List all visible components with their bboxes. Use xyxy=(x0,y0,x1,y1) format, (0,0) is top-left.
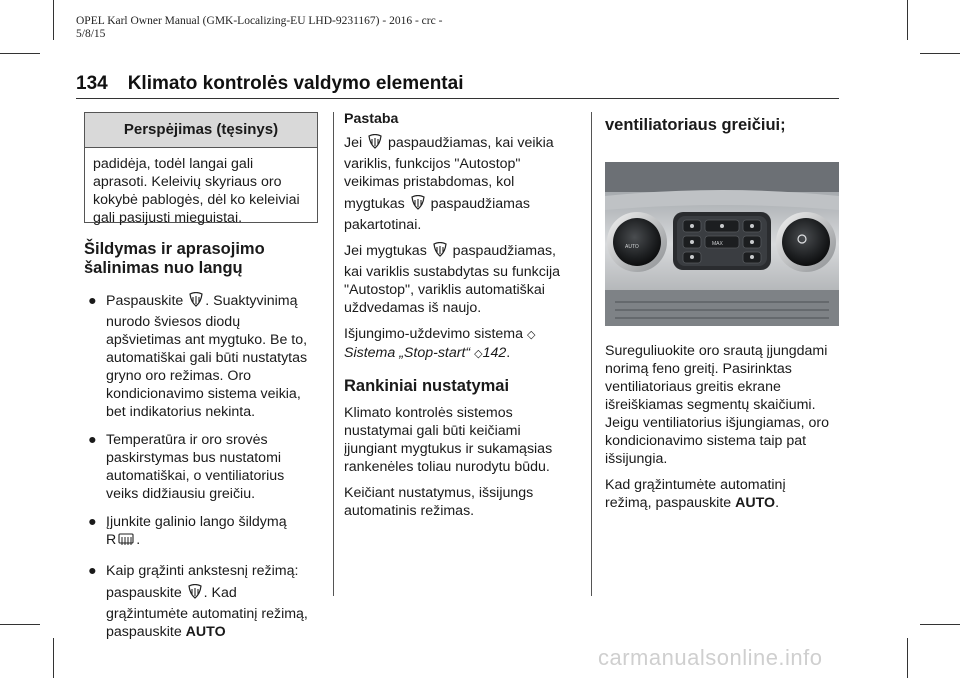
crop-mark xyxy=(907,638,908,678)
page-title-text: Klimato kontrolės valdymo elementai xyxy=(127,73,464,94)
text: režimą, paspauskite xyxy=(605,495,736,511)
text: Jeigu ventiliatorius išjungiamas, oro xyxy=(605,415,829,431)
text: bet indikatorius nekinta. xyxy=(106,404,256,420)
text: Paspauskite xyxy=(106,293,188,309)
reference-link[interactable]: Sistema „Stop-start“ xyxy=(344,345,475,361)
header-rule xyxy=(76,98,839,99)
crop-mark xyxy=(0,53,40,54)
section-heading xyxy=(84,240,324,278)
text: paskirstymas bus nustatomi xyxy=(106,450,282,466)
text: ventiliatoriaus greitis ekrane xyxy=(605,379,781,395)
text: kondicionavimo sistema veikia, xyxy=(106,386,301,402)
crop-mark xyxy=(0,624,40,625)
photo-label-auto: AUTO xyxy=(625,244,639,250)
text: nustatymai gali būti keičiami xyxy=(344,423,521,439)
text: pakartotinai. xyxy=(344,217,422,233)
paragraph xyxy=(344,484,584,520)
section-heading-line: šalinimas nuo langų xyxy=(84,259,243,277)
text: grąžintumėte automatinį režimą, xyxy=(106,606,308,622)
defrost-icon xyxy=(188,584,202,605)
text: išsijungia. xyxy=(605,451,668,467)
section-heading-line: Šildymas ir aprasojimo xyxy=(84,240,265,258)
text: automatiškai gali būti nustatytas xyxy=(106,350,308,366)
defrost-icon xyxy=(411,195,425,216)
crop-mark xyxy=(53,0,54,40)
cross-reference xyxy=(344,325,584,363)
warning-line: aprasoti. Keleivių skyriaus oro xyxy=(93,174,282,190)
paragraph xyxy=(344,134,584,234)
text: apšvietimas ant mygtuko. Be to, xyxy=(106,332,308,348)
paragraph xyxy=(605,476,845,512)
crop-mark xyxy=(920,53,960,54)
text: paspaudžiamas, kai veikia xyxy=(384,135,554,151)
text: "Autostop", variklis automatiškai xyxy=(344,282,545,298)
text: Jei mygtukas xyxy=(344,243,431,259)
text: veiks didžiausiu greičiu. xyxy=(106,486,256,502)
text: kai variklis sustabdytas su funkcija xyxy=(344,264,561,280)
reference-arrow-icon: ◇ xyxy=(526,329,536,341)
text: nurodo šviesos diodų xyxy=(106,314,241,330)
climate-control-panel-photo xyxy=(605,162,839,326)
text: AUTO xyxy=(735,495,776,511)
document-header xyxy=(76,15,442,41)
paragraph xyxy=(605,342,845,468)
text: automatinis režimas. xyxy=(344,503,475,519)
text: veikimas pristabdomas, kol xyxy=(344,174,515,190)
text: paspauskite xyxy=(106,585,186,601)
page-title xyxy=(76,73,463,95)
bullet-icon: ● xyxy=(88,432,97,448)
crop-mark xyxy=(920,624,960,625)
text: R xyxy=(106,532,117,548)
text: Įjunkite galinio lango šildymą xyxy=(106,514,287,530)
column-right-text xyxy=(605,342,845,520)
text: įjungiant mygtukus ir sukamąsias xyxy=(344,441,553,457)
column-divider xyxy=(333,112,334,596)
text: Išjungimo-uždevimo sistema xyxy=(344,326,527,342)
crop-mark xyxy=(907,0,908,40)
document-header-date: 5/8/15 xyxy=(76,28,106,40)
text: AUTO xyxy=(185,624,226,640)
text: Sureguliuokite oro srautą įjungdami xyxy=(605,343,828,359)
text: . xyxy=(506,345,511,361)
text: Kaip grąžinti ankstesnį režimą: xyxy=(106,563,299,579)
text: paspauskite xyxy=(106,624,186,640)
column-left xyxy=(84,240,324,651)
warning-body xyxy=(85,148,317,227)
text: kondicionavimo sistema taip pat xyxy=(605,433,807,449)
list-item xyxy=(84,292,324,421)
section-heading: ventiliatoriaus greičiui; xyxy=(605,116,786,134)
text: . Suaktyvinimą xyxy=(205,293,298,309)
text: paspaudžiamas xyxy=(426,196,530,212)
section-heading: Rankiniai nustatymai xyxy=(344,377,510,395)
text: rankenėles toliau nurodytu būdu. xyxy=(344,459,550,475)
column-divider xyxy=(591,112,592,596)
rear-window-heater-icon xyxy=(118,533,134,552)
photo-label-max: MAX xyxy=(712,241,723,247)
list-item xyxy=(84,513,324,552)
text: . xyxy=(136,532,141,548)
paragraph xyxy=(344,242,584,317)
text: Jei xyxy=(344,135,367,151)
list-item xyxy=(84,431,324,503)
document-header-line: OPEL Karl Owner Manual (GMK-Localizing-EU LHD-9231167) - 2016 - crc - xyxy=(76,15,443,27)
column-right xyxy=(605,116,845,135)
crop-mark xyxy=(53,638,54,678)
reference-arrow-icon: ◇ xyxy=(474,348,483,360)
bullet-icon: ● xyxy=(88,514,97,530)
text: norimą feno greitį. Pasirinktas xyxy=(605,361,792,377)
watermark: carmanualsonline.info xyxy=(598,645,823,670)
warning-line: gali pasijusti mieguistai. xyxy=(93,210,243,226)
reference-page[interactable]: 142 xyxy=(482,345,507,361)
defrost-icon xyxy=(189,292,203,313)
text: mygtukas xyxy=(344,196,409,212)
warning-line: padidėja, todėl langai gali xyxy=(93,156,254,172)
column-middle xyxy=(344,110,584,528)
note-title: Pastaba xyxy=(344,111,399,127)
bullet-icon: ● xyxy=(88,293,97,309)
text: išreiškiamas segmentų skaičiumi. xyxy=(605,397,816,413)
defrost-icon xyxy=(433,242,447,263)
text: automatiškai, o ventiliatorius xyxy=(106,468,285,484)
text: . Kad xyxy=(203,585,237,601)
defrost-icon xyxy=(368,134,382,155)
paragraph xyxy=(344,404,584,476)
text: gryno oro režimas. Oro xyxy=(106,368,252,384)
text: variklis, funkcijos "Autostop" xyxy=(344,156,521,172)
text: Keičiant nustatymus, išsijungs xyxy=(344,485,534,501)
text: . xyxy=(775,495,780,511)
text: paspaudžiamas, xyxy=(448,243,556,259)
text: Temperatūra ir oro srovės xyxy=(106,432,268,448)
warning-box xyxy=(84,112,318,226)
text: uždvedamas iš naujo. xyxy=(344,300,482,316)
list-item xyxy=(84,562,324,641)
warning-line: kokybė pablogės, dėl ko keleiviai xyxy=(93,192,300,208)
warning-title: Perspėjimas (tęsinys) xyxy=(85,113,317,148)
text: Klimato kontrolės sistemos xyxy=(344,405,513,421)
bullet-icon: ● xyxy=(88,563,97,579)
page-number: 134 xyxy=(76,73,108,94)
text: Kad grąžintumėte automatinį xyxy=(605,477,786,493)
